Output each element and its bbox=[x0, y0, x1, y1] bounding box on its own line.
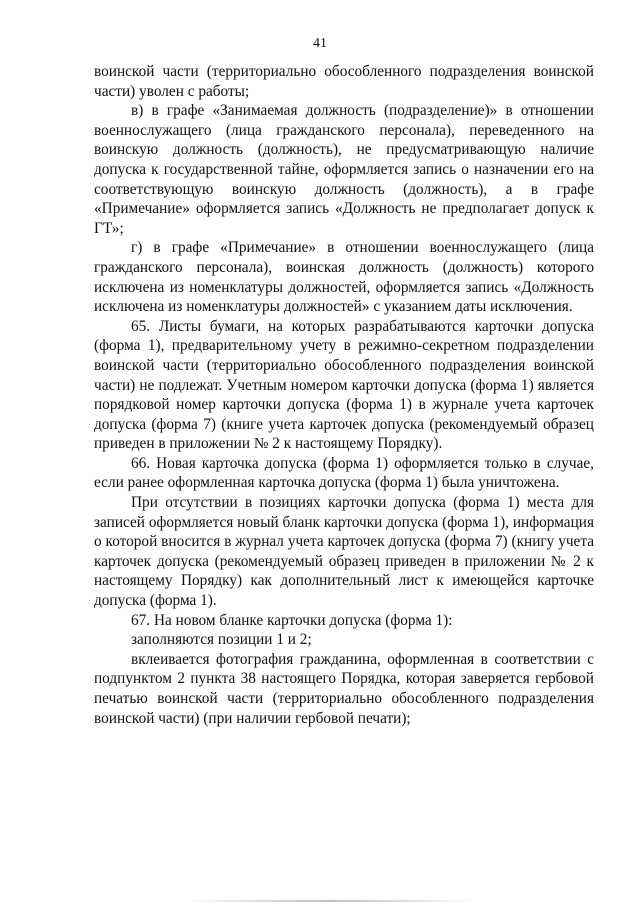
paragraph-continuation: воинской части (территориально обособленного подразделения воинской части) уволен с работы; bbox=[94, 63, 594, 100]
paragraph-67: 67. На новом бланке карточки допуска (форма 1): bbox=[131, 611, 453, 629]
paragraph-67-item-1: заполняются позиции 1 и 2; bbox=[131, 631, 312, 649]
page-number: 41 bbox=[313, 36, 327, 51]
paragraph-item-v: в) в графе «Занимаемая должность (подразделение)» в отношении военнослужащего (лица гражданского персонала), переведенного на воинскую должность (должность), не предусматривающую наличие допуска к государственной тайне, оформляется запись о назначении его на соответствующую воинскую должность (должность), а в графе «Примечание» оформляется запись «Должность не предполагает допуск к ГТ»; bbox=[94, 102, 594, 237]
paragraph-67-item-2: вклеивается фотография гражданина, оформленная в соответствии с подпунктом 2 пункта 38 настоящего Порядка, которая заверяется гербовой печатью воинской части (территориально обособленного подразделения воинской части) (при наличии гербовой печати); bbox=[94, 650, 594, 727]
paragraph-65: 65. Листы бумаги, на которых разрабатываются карточки допуска (форма 1), предварительному учету в режимно-секретном подразделении воинской части (территориально обособленного подразделения воинской части) не подлежат. Учетным номером карточки допуска (форма 1) является порядковой номер карточки допуска (форма 1) в журнале учета карточек допуска (форма 7) (книге учета карточек допуска (рекомендуемый образец приведен в приложении № 2 к настоящему Порядку). bbox=[94, 317, 594, 453]
paragraph-66: 66. Новая карточка допуска (форма 1) оформляется только в случае, если ранее оформленная карточка допуска (форма 1) была уничтожена. bbox=[94, 454, 594, 492]
paragraph-66-continued: При отсутствии в позициях карточки допуска (форма 1) места для записей оформляется новый бланк карточки допуска (форма 1), информация о которой вносится в журнал учета карточек допуска (форма 7) (книгу учета карточек допуска (рекомендуемый образец приведен в приложении № 2 к настоящему Порядку) как дополнительный лист к имеющейся карточке допуска (форма 1). bbox=[94, 494, 594, 610]
document-body bbox=[94, 62, 594, 728]
paragraph-item-g: г) в графе «Примечание» в отношении военнослужащего (лица гражданского персонала), воинская должность (должность) которого исключена из номенклатуры должностей, оформляется запись «Должность исключена из номенклатуры должностей» с указанием даты исключения. bbox=[94, 239, 594, 316]
